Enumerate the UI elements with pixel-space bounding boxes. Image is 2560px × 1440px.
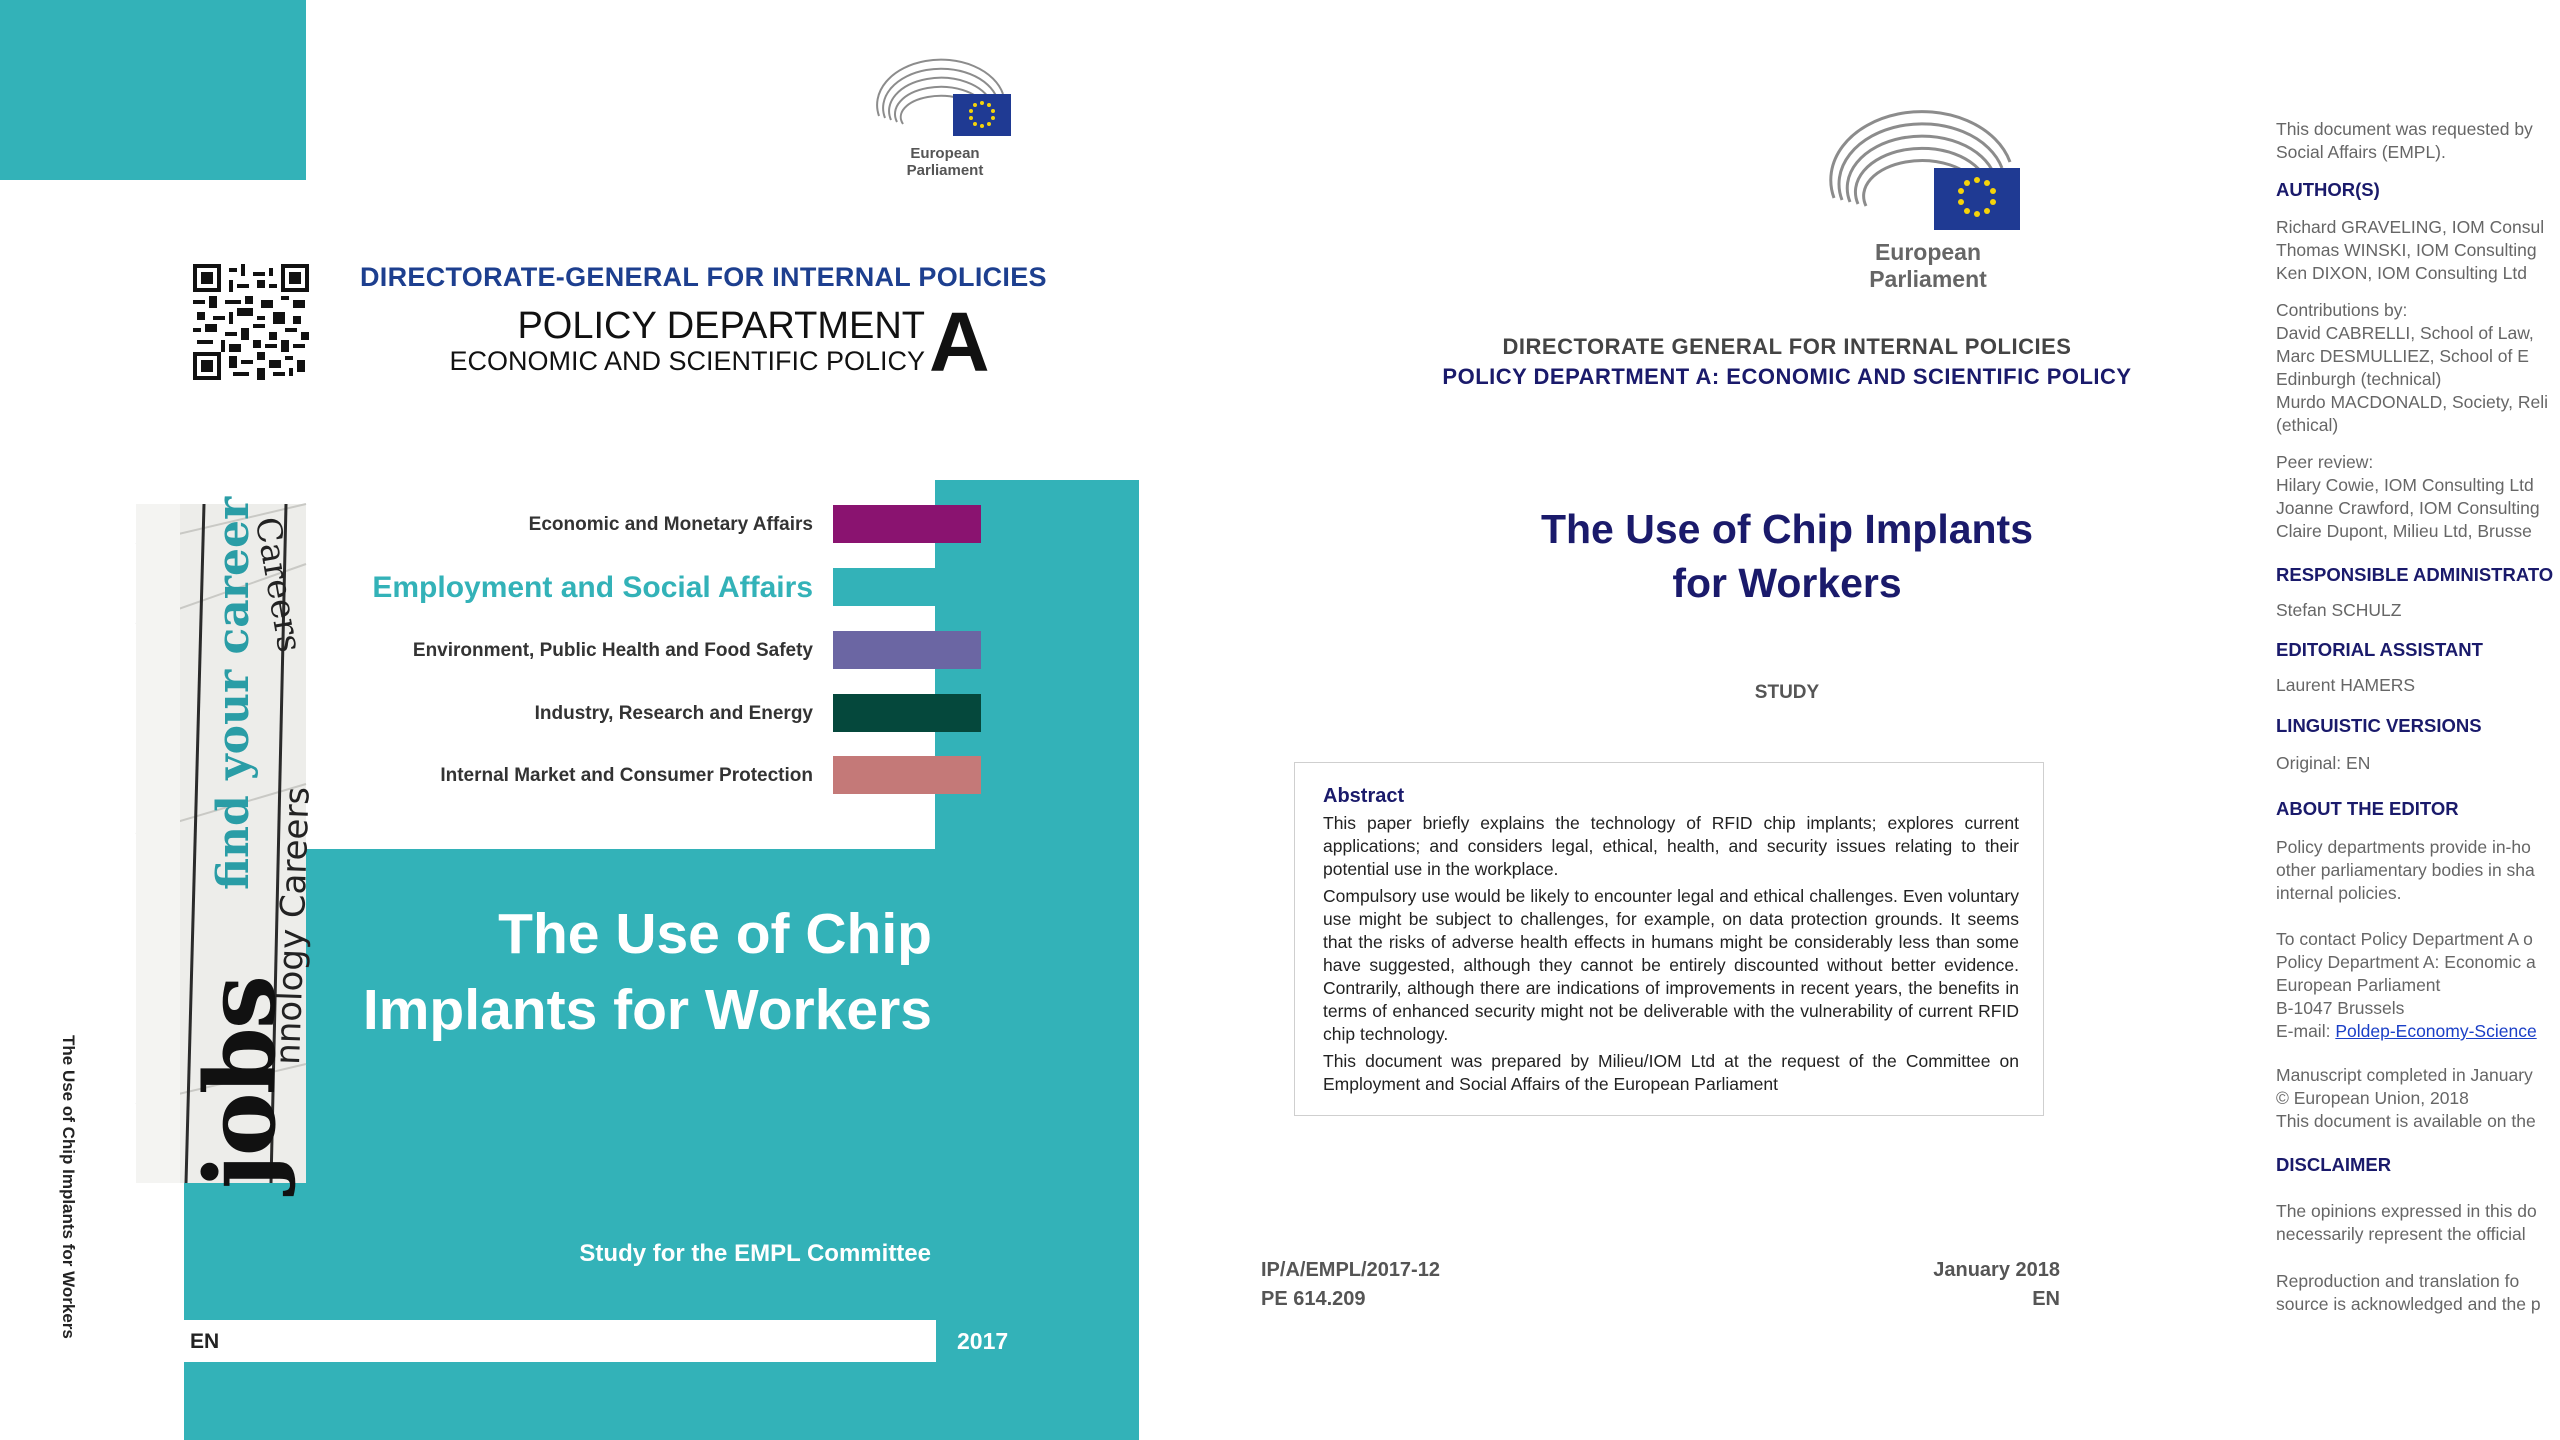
- theme-color-bar: [833, 505, 981, 543]
- contact-line: Policy Department A: Economic a: [2276, 952, 2536, 972]
- author-line: Richard GRAVELING, IOM Consul: [2276, 217, 2545, 237]
- photo-word-jobs: jobs: [184, 977, 297, 1189]
- qr-code: [193, 264, 309, 380]
- title-page-directorate: DIRECTORATE GENERAL FOR INTERNAL POLICIES: [1502, 334, 2072, 359]
- imprint-requested-line2: Social Affairs (EMPL).: [2276, 142, 2446, 162]
- photo-word-tech-careers: nnology Careers: [268, 786, 318, 1066]
- contact-line: European Parliament: [2276, 975, 2441, 995]
- contributor-line: Edinburgh (technical): [2276, 369, 2442, 389]
- manuscript-line: © European Union, 2018: [2276, 1088, 2469, 1108]
- disclaimer-heading: DISCLAIMER: [2276, 1154, 2392, 1175]
- cover-year: 2017: [957, 1328, 1009, 1354]
- title-page-policy-department: POLICY DEPARTMENT A: ECONOMIC AND SCIENTIFIC POLICY: [1442, 364, 2132, 389]
- theme-internal-market: Internal Market and Consumer Protection: [440, 765, 813, 786]
- title-page-title-line1: The Use of Chip Implants: [1540, 506, 2034, 552]
- reproduction-line: source is acknowledged and the p: [2276, 1294, 2541, 1314]
- abstract-paragraph: This document was prepared by Milieu/IOM Ltd at the request of the Committee on Employment and Social Affairs of the European Parliament: [1323, 1051, 2019, 1094]
- manuscript-line: This document is available on the: [2276, 1111, 2536, 1131]
- abstract-box: [1294, 762, 2044, 1116]
- ep-logo-label: European Parliament: [906, 145, 984, 179]
- theme-economic-monetary: Economic and Monetary Affairs: [528, 514, 813, 535]
- author-line: Thomas WINSKI, IOM Consulting: [2276, 240, 2537, 260]
- theme-employment-social: Employment and Social Affairs: [372, 571, 813, 604]
- title-page-doc-type: STUDY: [1754, 682, 1820, 703]
- contributions-label: Contributions by:: [2276, 300, 2408, 320]
- reproduction-line: Reproduction and translation fo: [2276, 1271, 2520, 1291]
- cover-policy-department: [449, 306, 925, 376]
- reference-code: IP/A/EMPL/2017-12: [1261, 1259, 1440, 1281]
- policy-department-letter: A: [929, 295, 990, 389]
- linguistic-heading: LINGUISTIC VERSIONS: [2276, 715, 2482, 736]
- contributor-line: (ethical): [2276, 415, 2339, 435]
- policy-department-line2: ECONOMIC AND SCIENTIFIC POLICY: [449, 346, 925, 376]
- theme-color-bar: [833, 694, 981, 732]
- about-heading: ABOUT THE EDITOR: [2276, 798, 2459, 819]
- title-page-title-line2: for Workers: [1672, 560, 1902, 606]
- email-row: [2276, 1020, 2537, 1043]
- about-line: internal policies.: [2276, 883, 2402, 903]
- linguistic-value: Original: EN: [2276, 753, 2371, 773]
- email-label: E-mail:: [2276, 1021, 2331, 1041]
- theme-color-bar: [833, 631, 981, 669]
- contact-line: B-1047 Brussels: [2276, 998, 2405, 1018]
- imprint-requested-line1: This document was requested by: [2276, 119, 2533, 139]
- administrator-name: Stefan SCHULZ: [2276, 600, 2402, 620]
- imprint-page: [2276, 118, 2560, 1440]
- contact-line: To contact Policy Department A o: [2276, 929, 2533, 949]
- peer-review-label: Peer review:: [2276, 452, 2374, 472]
- administrator-heading: RESPONSIBLE ADMINISTRATO: [2276, 564, 2554, 585]
- document-reference: [1261, 1256, 1440, 1314]
- cover-spine: [60, 1035, 90, 1355]
- peer-review-line: Hilary Cowie, IOM Consulting Ltd: [2276, 475, 2534, 495]
- cover-title-line2: Implants for Workers: [362, 978, 932, 1042]
- cover-language: EN: [190, 1330, 220, 1353]
- policy-department-line1: POLICY DEPARTMENT: [517, 305, 925, 347]
- editorial-name: Laurent HAMERS: [2276, 675, 2416, 695]
- pe-number: PE 614.209: [1261, 1288, 1366, 1310]
- contributor-line: Murdo MACDONALD, Society, Reli: [2276, 392, 2548, 412]
- title-page-title: [1258, 502, 2316, 610]
- spine-title: The Use of Chip Implants for Workers: [59, 1035, 78, 1339]
- photo-word-careers: Careers: [246, 514, 310, 656]
- email-link[interactable]: Poldep-Economy-Science: [2335, 1021, 2537, 1041]
- contributor-line: Marc DESMULLIEZ, School of E: [2276, 346, 2529, 366]
- cover-directorate-heading: DIRECTORATE-GENERAL FOR INTERNAL POLICIES: [360, 262, 1047, 292]
- contributor-line: David CABRELLI, School of Law,: [2276, 323, 2534, 343]
- hemicycle-icon: [875, 64, 1015, 140]
- document-date: January 2018: [1933, 1259, 2060, 1281]
- cover-study-label: Study for the EMPL Committee: [579, 1240, 931, 1267]
- disclaimer-line: The opinions expressed in this do: [2276, 1201, 2537, 1221]
- document-date-block: [1933, 1256, 2060, 1314]
- theme-color-bar: [833, 568, 981, 606]
- theme-environment-health: Environment, Public Health and Food Safety: [412, 640, 813, 661]
- cover-jobs-newspaper-photo: [136, 496, 318, 1189]
- peer-review-line: Claire Dupont, Milieu Ltd, Brusse: [2276, 521, 2532, 541]
- document-language: EN: [2032, 1288, 2060, 1310]
- theme-color-bar: [833, 756, 981, 794]
- cover-language-band: [184, 1320, 936, 1362]
- abstract-paragraph: Compulsory use would be likely to encounter legal and ethical challenges. Even voluntary use might be subject to challenges, for example, on data protection grounds. It seems that the risks of adverse health effects in humans might be considerably less than some have suggested, although they cannot be entirely discounted without better evidence. Contrarily, although there are indications of improvements in recent years, the benefits in terms of enhanced security might not be deliverable with the vulnerability of current RFID chip technology.: [1323, 886, 2019, 1044]
- author-line: Ken DIXON, IOM Consulting Ltd: [2276, 263, 2527, 283]
- about-line: other parliamentary bodies in sha: [2276, 860, 2535, 880]
- abstract-paragraph: This paper briefly explains the technology of RFID chip implants; explores current applications; and considers legal, ethical, health, and security issues relating to their potential use in the workplace.: [1323, 813, 2019, 879]
- theme-industry-research: Industry, Research and Energy: [534, 703, 813, 724]
- disclaimer-line: necessarily represent the official: [2276, 1224, 2526, 1244]
- cover-title: [363, 896, 932, 1048]
- cover-top-teal-block: [0, 0, 306, 180]
- european-parliament-logo-small: [875, 64, 1015, 179]
- european-parliament-logo-large: [1828, 118, 2028, 292]
- manuscript-line: Manuscript completed in January: [2276, 1065, 2533, 1085]
- editorial-heading: EDITORIAL ASSISTANT: [2276, 639, 2483, 660]
- hemicycle-icon: [1828, 118, 2028, 234]
- ep-logo-label: European Parliament: [1869, 239, 1987, 292]
- photo-word-find-your-career: find your career: [208, 496, 259, 890]
- authors-heading: AUTHOR(S): [2276, 179, 2380, 200]
- abstract-heading: Abstract: [1323, 785, 1405, 807]
- cover-title-line1: The Use of Chip: [498, 902, 932, 966]
- peer-review-line: Joanne Crawford, IOM Consulting: [2276, 498, 2540, 518]
- about-line: Policy departments provide in-ho: [2276, 837, 2531, 857]
